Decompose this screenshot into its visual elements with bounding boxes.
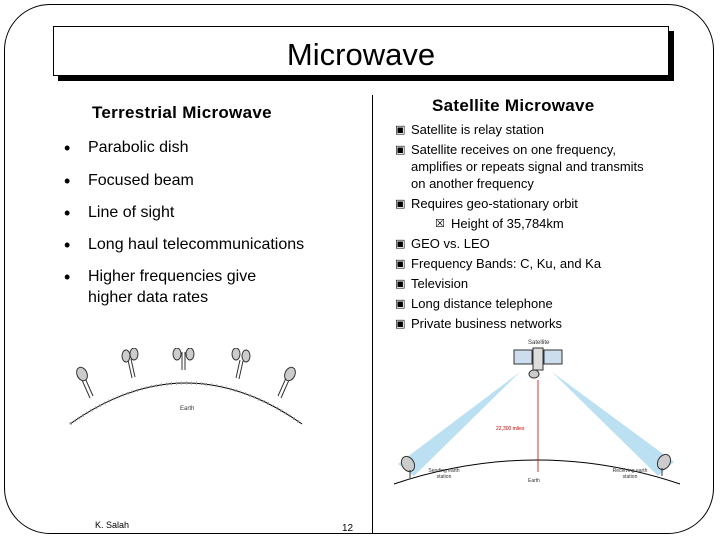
- satellite-item: ▣ Satellite receives on one frequency, amplifies or repeats signal and transmits on another frequency: [395, 142, 644, 191]
- downlink-beam: [552, 372, 674, 476]
- bullet-item: • Line of sight: [64, 203, 175, 223]
- bullet-item: • Focused beam: [64, 171, 194, 191]
- footer-author: K. Salah: [95, 520, 130, 530]
- square-bullet-icon: ▣: [395, 257, 406, 270]
- satellite-heading: Satellite Microwave: [432, 96, 595, 115]
- bullet-item: • Higher frequencies give higher data rates: [64, 267, 257, 306]
- satellite-items: [395, 121, 685, 332]
- sending-station-label: Sending earth station: [428, 468, 460, 480]
- dish-tower-3: [173, 348, 194, 370]
- satellite-item: ▣ Satellite is relay station: [395, 122, 544, 137]
- earth-label: Earth: [180, 406, 195, 412]
- slide-title: Microwave: [286, 37, 436, 72]
- square-bullet-icon: ▣: [395, 123, 406, 136]
- square-bullet-icon: ▣: [395, 143, 406, 156]
- satellite-item: ▣ Frequency Bands: C, Ku, and Ka: [395, 256, 602, 271]
- uplink-beam: [398, 372, 520, 476]
- terrestrial-bullets: [64, 137, 354, 308]
- earth-label: Earth: [528, 478, 540, 484]
- satellite-diagram: [392, 336, 682, 492]
- bullet-item: • Parabolic dish: [64, 138, 189, 158]
- distance-label: 22,300 miles: [496, 426, 525, 432]
- satellite-icon: [514, 348, 562, 378]
- satellite-label: Satellite: [528, 340, 550, 346]
- column-divider: [372, 95, 373, 533]
- square-bullet-icon: ▣: [395, 197, 406, 210]
- bullet-item: • Long haul telecommunications: [64, 235, 305, 255]
- dish-tower-5: [278, 366, 297, 398]
- page-number: 12: [342, 523, 354, 534]
- satellite-item: ▣ Private business networks: [395, 316, 563, 331]
- square-bullet-icon: ▣: [395, 237, 406, 250]
- box-bullet-icon: ☒: [435, 217, 445, 230]
- square-bullet-icon: ▣: [395, 317, 406, 330]
- satellite-item: ▣ Television: [395, 276, 469, 291]
- title-box: [53, 26, 669, 76]
- terrestrial-heading: Terrestrial Microwave: [92, 103, 272, 122]
- square-bullet-icon: ▣: [395, 277, 406, 290]
- dish-tower-2: [122, 348, 138, 378]
- satellite-subitem: ☒ Height of 35,784km: [435, 216, 564, 231]
- square-bullet-icon: ▣: [395, 297, 406, 310]
- dish-tower-1: [75, 366, 93, 398]
- satellite-item: ▣ Requires geo-stationary orbit: [395, 196, 578, 211]
- receiving-station-label: Receiving earth station: [612, 468, 648, 480]
- dish-tower-4: [232, 348, 250, 379]
- terrestrial-diagram: [62, 348, 310, 428]
- satellite-item: ▣ GEO vs. LEO: [395, 236, 490, 251]
- satellite-item: ▣ Long distance telephone: [395, 296, 553, 311]
